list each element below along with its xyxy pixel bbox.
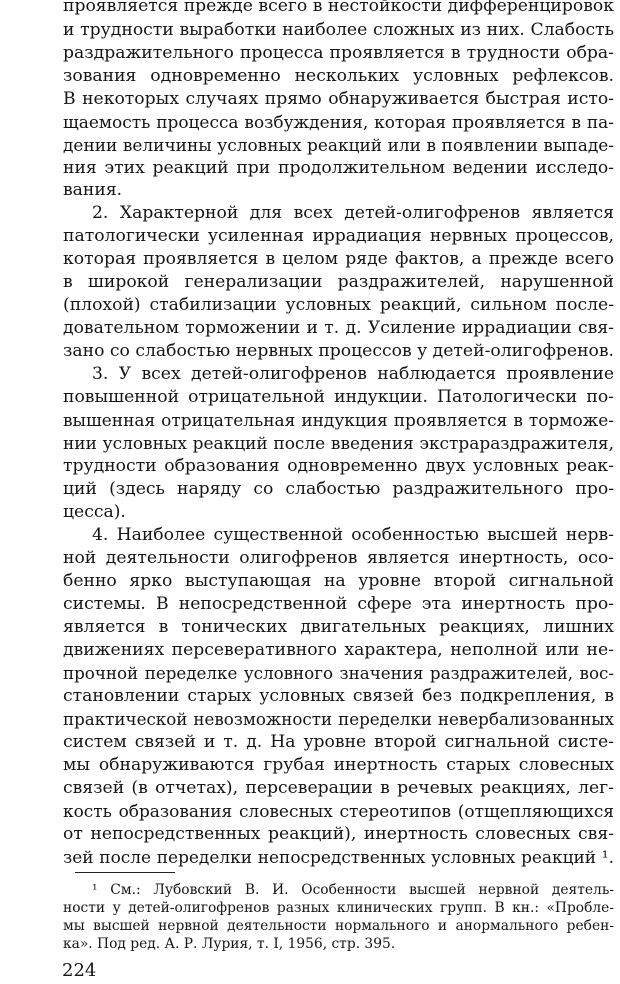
page-number: 224 [62,960,97,981]
text-line: зано со слабостью нервных процессов у детей-олигофренов. [63,341,615,361]
text-line: практической невозможности переделки невербализованных [63,709,614,729]
footnote-line: мы высшей нервной деятельности нормального и анормального ребен- [63,918,614,934]
text-line: ций (здесь наряду со слабостью раздражительного про- [63,479,614,499]
text-line: мы обнаруживаются грубая инертность старых словесных [63,755,614,775]
text-line: движениях персеверативного характера, неполной или не- [63,640,614,660]
text-line: от непосредственных реакций), инертность словесных свя- [63,824,614,844]
text-line: ния этих реакций при продолжительном ведении исследо- [63,158,614,178]
text-line: довательном торможении и т. д. Усиление иррадиации свя- [63,318,614,338]
text-line: становлении старых условных связей без подкрепления, в [63,686,614,706]
paragraph-first-line: 3. У всех детей-олигофренов наблюдается проявление [92,364,614,384]
text-line: вышенная отрицательная индукция проявляется в торможе- [63,410,614,430]
text-line: патологически усиленная иррадиация нервных процессов, [63,226,614,246]
text-line: является в тонических двигательных реакциях, лишних [63,617,614,637]
text-line: системы. В непосредственной сфере эта инертность про- [63,594,614,614]
text-line: повышенной отрицательной индукции. Патологически по- [63,387,614,407]
text-line: которая проявляется в целом ряде фактов, а прежде всего [63,249,614,269]
text-line: раздражительного процесса проявляется в трудности обра- [63,43,614,63]
footnote-line: ности у детей-олигофренов разных клинических групп. В кн.: «Пробле- [63,900,614,916]
text-line: В некоторых случаях прямо обнаруживается быстрая исто- [63,89,614,109]
text-line: трудности образования одновременно двух условных реак- [63,456,614,476]
footnote-line: ка». Под ред. А. Р. Лурия, т. I, 1956, стр. 395. [63,936,396,952]
text-line: ной деятельности олигофренов является инертность, осо- [63,548,614,568]
text-line: зования одновременно нескольких условных рефлексов. [63,66,614,86]
text-line: щаемость процесса возбуждения, которая проявляется в па- [63,112,614,132]
text-line: цесса). [63,502,126,522]
paragraph-first-line: 2. Характерной для всех детей-олигофренов является [92,203,614,223]
text-line: нии условных реакций после введения экстрараздражителя, [63,433,614,453]
text-line: и трудности выработки наиболее сложных из них. Слабость [63,20,614,40]
text-line: кость образования словесных стереотипов (отщепляющихся [63,801,614,821]
text-line: проявляется прежде всего в нестойкости дифференцировок [63,0,614,16]
text-line: прочной переделке условного значения раздражителей, вос- [63,663,614,683]
text-line: в широкой генерализации раздражителей, нарушенной [63,272,614,292]
text-line: бенно ярко выступающая на уровне второй сигнальной [63,571,614,591]
text-line: зей после переделки непосредственных условных реакций ¹. [63,847,614,867]
footnote-separator [75,872,175,873]
footnote-line: ¹ См.: Лубовский В. И. Особенности высшей нервной деятель- [92,882,614,898]
text-line: систем связей и т. д. На уровне второй сигнальной систе- [63,732,614,752]
text-line: дении величины условных реакций или в появлении выпаде- [63,135,614,155]
paragraph-first-line: 4. Наиболее существенной особенностью высшей нерв- [92,525,614,545]
text-line: связей (в отчетах), персеверации в речевых реакциях, лег- [63,778,614,798]
text-line: вания. [63,180,123,200]
text-line: (плохой) стабилизации условных реакций, сильном после- [63,295,614,315]
